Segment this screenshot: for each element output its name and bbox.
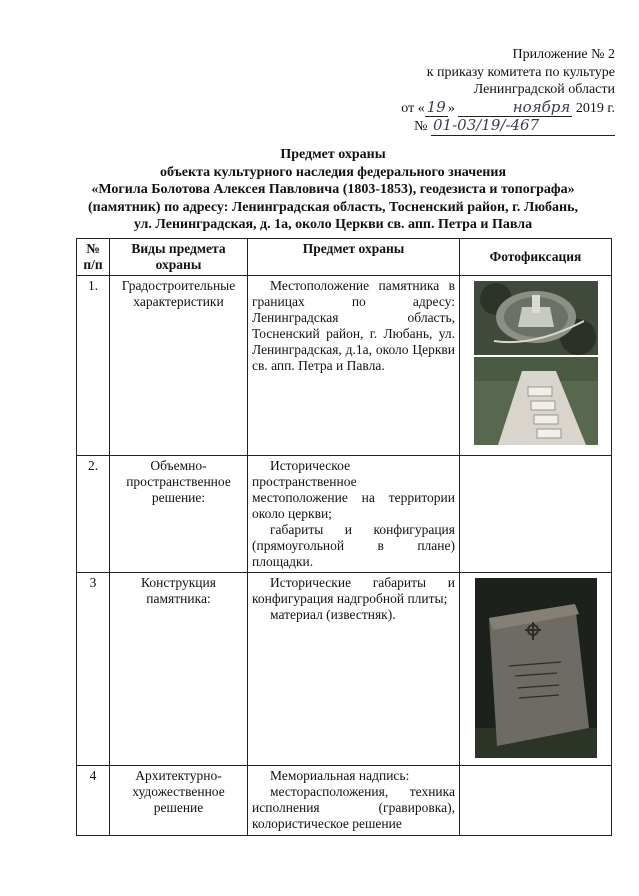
row-subject: Местоположение памятника в границах по адресу: Ленинградская область, Тосненский район, г. Любань, ул. Ленинградская, д.1а, около Церкви св. апп. Петра и Павла. — [248, 276, 460, 456]
handwritten-order-number: 01-03/19/-467 — [431, 117, 615, 136]
table-row — [77, 276, 612, 456]
title-line-3: «Могила Болотова Алексея Павловича (1803-1853), геодезиста и топографа» — [91, 182, 575, 197]
row-subject: Мемориальная надпись: месторасположения, техника исполнения (гравировка), колористическое решение — [248, 766, 460, 836]
handwritten-month: ноября — [458, 99, 572, 118]
row-photos — [460, 766, 612, 836]
title-line-5: ул. Ленинградская, д. 1а, около Церкви св. апп. Петра и Павла — [133, 217, 533, 232]
annex-line-2: к приказу комитета по культуре — [426, 64, 615, 80]
row-kind: Градостроительные характеристики — [110, 276, 248, 456]
document-title — [60, 146, 606, 234]
title-line-2: объекта культурного наследия федерального значения — [159, 164, 507, 180]
row-subject: Историческое пространственное местоположение на территории около церкви; габариты и конфигурация (прямоугольной в плане) площадки. — [248, 456, 460, 573]
annex-line-3: Ленинградской области — [473, 82, 615, 97]
title-line-4: (памятник) по адресу: Ленинградская область, Тосненский район, г. Любань, — [88, 199, 578, 215]
aerial-photo — [474, 281, 598, 355]
row-kind: Конструкция памятника: — [110, 573, 248, 766]
grave-photo — [474, 357, 598, 445]
col-header-kind: Виды предмета охраны — [110, 239, 248, 276]
annex-date: от « 19 » ноября 2019 г. — [401, 97, 615, 116]
tombstone-photo — [475, 578, 597, 758]
row-subject: Исторические габариты и конфигурация надгробной плиты; материал (известняк). — [248, 573, 460, 766]
row-number: 2. — [77, 456, 110, 573]
annex-header — [401, 46, 615, 136]
col-header-photo: Фотофиксация — [460, 239, 612, 276]
annex-number: № 01-03/19/-467 — [401, 117, 615, 136]
row-number: 1. — [77, 276, 110, 456]
col-header-num: № п/п — [77, 239, 110, 276]
protection-subject-table — [76, 238, 612, 836]
row-kind: Объемно-пространственное решение: — [110, 456, 248, 573]
row-photos — [460, 573, 612, 766]
row-photos — [460, 456, 612, 573]
title-line-1: Предмет охраны — [280, 147, 386, 162]
table-row — [77, 456, 612, 573]
table-row — [77, 573, 612, 766]
table-row — [77, 766, 612, 836]
row-kind: Архитектурно-художественное решение — [110, 766, 248, 836]
table-header-row — [77, 239, 612, 276]
row-photos — [460, 276, 612, 456]
col-header-subject: Предмет охраны — [248, 239, 460, 276]
row-number: 3 — [77, 573, 110, 766]
annex-line-1: Приложение № 2 — [512, 47, 615, 62]
handwritten-day: 19 — [426, 97, 446, 116]
row-number: 4 — [77, 766, 110, 836]
